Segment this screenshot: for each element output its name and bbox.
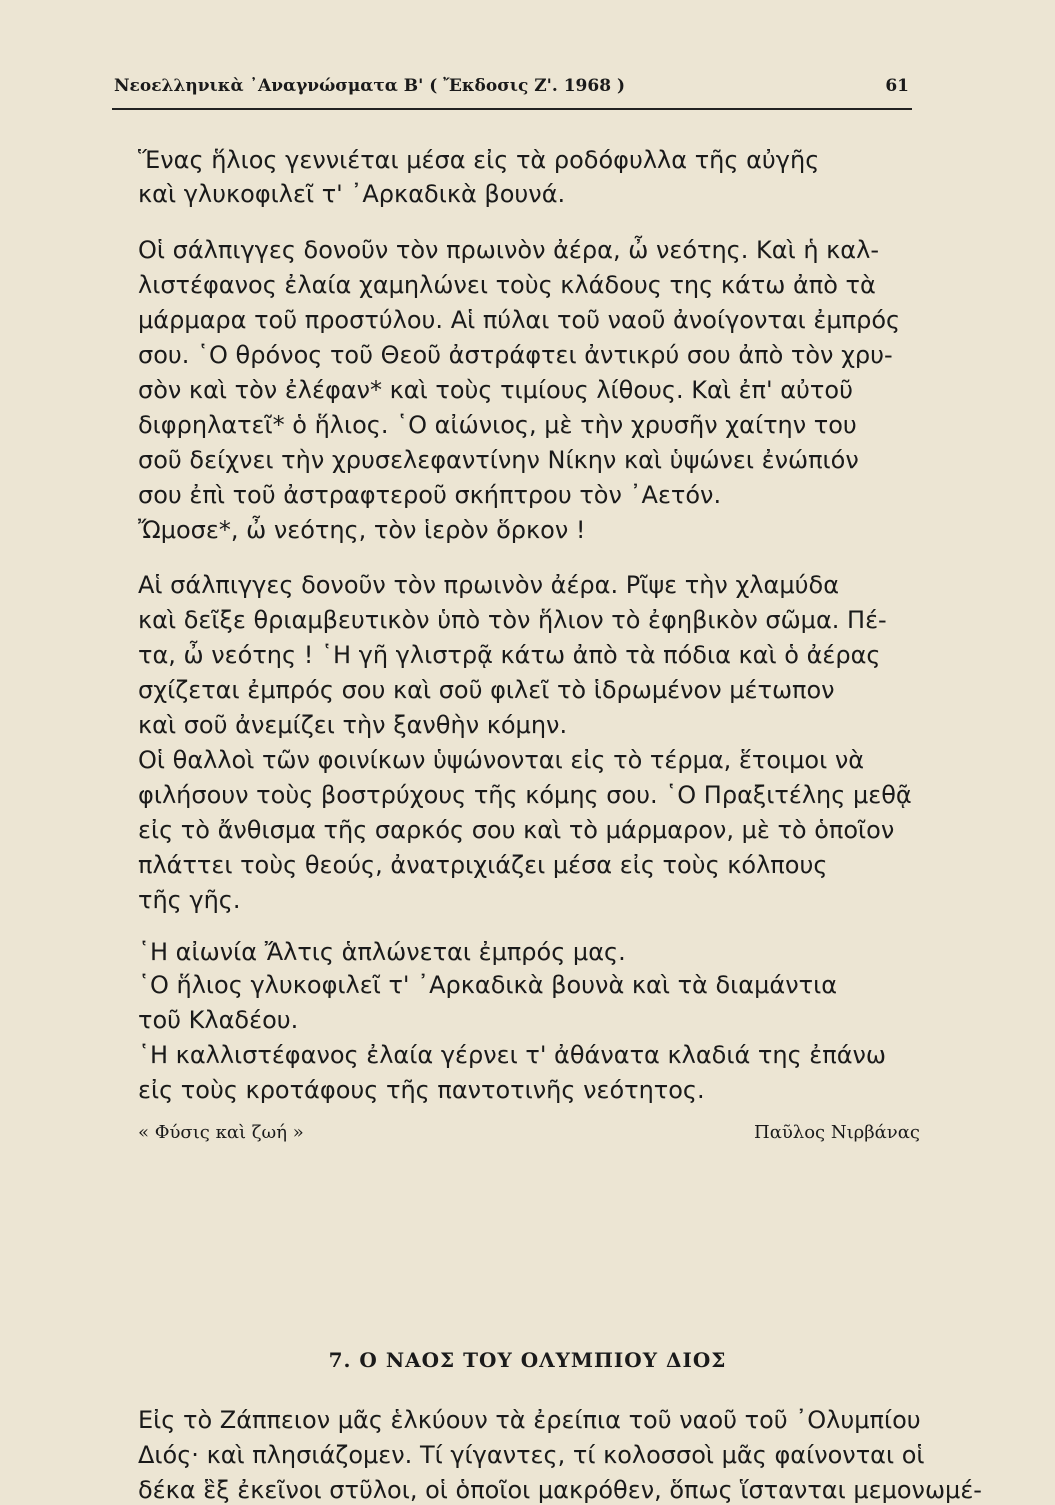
poem-line: Ὤμοσε*, ὦ νεότης, τὸν ἱερὸν ὅρκον ! <box>138 516 586 544</box>
poem-line: σου. ῾Ο θρόνος τοῦ Θεοῦ ἀστράφτει ἀντικρύ σου ἀπὸ τὸν χρυ- <box>138 341 893 369</box>
page-number: 61 <box>885 76 909 96</box>
poem-line: Ἕνας ἥλιος γεννιέται μέσα εἰς τὰ ροδόφυλλα τῆς αὐγῆς <box>138 146 820 174</box>
body-line: Διός· καὶ πλησιάζομεν. Τί γίγαντες, τί κολοσσοὶ μᾶς φαίνονται οἱ <box>138 1441 925 1469</box>
poem-line: καὶ σοῦ ἀνεμίζει τὴν ξανθὴν κόμην. <box>138 711 568 739</box>
header-rule <box>112 108 912 110</box>
poem-line: ῾Η αἰωνία Ἄλτις ἁπλώνεται ἐμπρός μας. <box>138 938 626 966</box>
poem-line: εἰς τοὺς κροτάφους τῆς παντοτινῆς νεότητος. <box>138 1076 705 1104</box>
poem-line: τοῦ Κλαδέου. <box>138 1006 299 1034</box>
poem-line: σου ἐπὶ τοῦ ἀστραφτεροῦ σκήπτρου τὸν ᾿Αετόν. <box>138 481 722 509</box>
poem-line: λιστέφανος ἐλαία χαμηλώνει τοὺς κλάδους της κάτω ἀπὸ τὰ <box>138 271 876 299</box>
poem-line: ῾Η καλλιστέφανος ἐλαία γέρνει τ' ἀθάνατα κλαδιά της ἐπάνω <box>138 1041 887 1069</box>
poem-line: τῆς γῆς. <box>138 886 241 914</box>
poem-line: πλάττει τοὺς θεούς, ἀνατριχιάζει μέσα εἰς τοὺς κόλπους <box>138 851 828 879</box>
poem-line: τα, ὦ νεότης ! ῾Η γῆ γλιστρᾷ κάτω ἀπὸ τὰ πόδια καὶ ὁ ἀέρας <box>138 641 881 669</box>
poem-line: ῾Ο ἥλιος γλυκοφιλεῖ τ' ᾿Αρκαδικὰ βουνὰ καὶ τὰ διαμάντια <box>138 971 838 999</box>
poem-line: σοῦ δείχνει τὴν χρυσελεφαντίνην Νίκην καὶ ὑψώνει ἐνώπιόν <box>138 446 859 474</box>
poem-line: Αἱ σάλπιγγες δονοῦν τὸν πρωινὸν ἀέρα. Ρῖψε τὴν χλαμύδα <box>138 571 840 599</box>
poem-line: Οἱ θαλλοὶ τῶν φοινίκων ὑψώνονται εἰς τὸ τέρμα, ἕτοιμοι νὰ <box>138 746 865 774</box>
poem-line: σὸν καὶ τὸν ἐλέφαν* καὶ τοὺς τιμίους λίθους. Καὶ ἐπ' αὐτοῦ <box>138 376 853 404</box>
source-citation: « Φύσις καὶ ζωή » <box>138 1122 304 1143</box>
poem-line: καὶ δεῖξε θριαμβευτικὸν ὑπὸ τὸν ἥλιον τὸ ἐφηβικὸν σῶμα. Πέ- <box>138 606 887 634</box>
poem-line: φιλήσουν τοὺς βοστρύχους τῆς κόμης σου. ῾Ο Πραξιτέλης μεθᾷ <box>138 781 912 809</box>
poem-line: διφρηλατεῖ* ὁ ἥλιος. ῾Ο αἰώνιος, μὲ τὴν χρυσῆν χαίτην του <box>138 411 857 439</box>
running-head-title: Νεοελληνικὰ ᾿Αναγνώσματα Β' ( Ἔκδοσις Ζ'. 1968 ) <box>114 76 625 96</box>
running-head <box>114 76 909 96</box>
section-heading: 7. Ο ΝΑΟΣ ΤΟΥ ΟΛΥΜΠΙΟΥ ΔΙΟΣ <box>328 1348 727 1372</box>
poem-line: μάρμαρα τοῦ προστύλου. Αἱ πύλαι τοῦ ναοῦ ἀνοίγονται ἐμπρός <box>138 306 901 334</box>
body-line: Εἰς τὸ Ζάππειον μᾶς ἑλκύουν τὰ ἐρείπια τοῦ ναοῦ τοῦ ᾿Ολυμπίου <box>138 1406 921 1434</box>
poem-line: Οἱ σάλπιγγες δονοῦν τὸν πρωινὸν ἀέρα, ὦ νεότης. Καὶ ἡ καλ- <box>138 236 879 264</box>
author-name: Παῦλος Νιρβάνας <box>754 1122 920 1143</box>
poem-line: σχίζεται ἐμπρός σου καὶ σοῦ φιλεῖ τὸ ἱδρωμένον μέτωπον <box>138 676 835 704</box>
body-line: δέκα ἓξ ἐκεῖνοι στῦλοι, οἱ ὁποῖοι μακρόθεν, ὅπως ἵστανται μεμονωμέ- <box>138 1476 982 1504</box>
poem-line: εἰς τὸ ἄνθισμα τῆς σαρκός σου καὶ τὸ μάρμαρον, μὲ τὸ ὁποῖον <box>138 816 895 844</box>
poem-line: καὶ γλυκοφιλεῖ τ' ᾿Αρκαδικὰ βουνά. <box>138 180 566 208</box>
